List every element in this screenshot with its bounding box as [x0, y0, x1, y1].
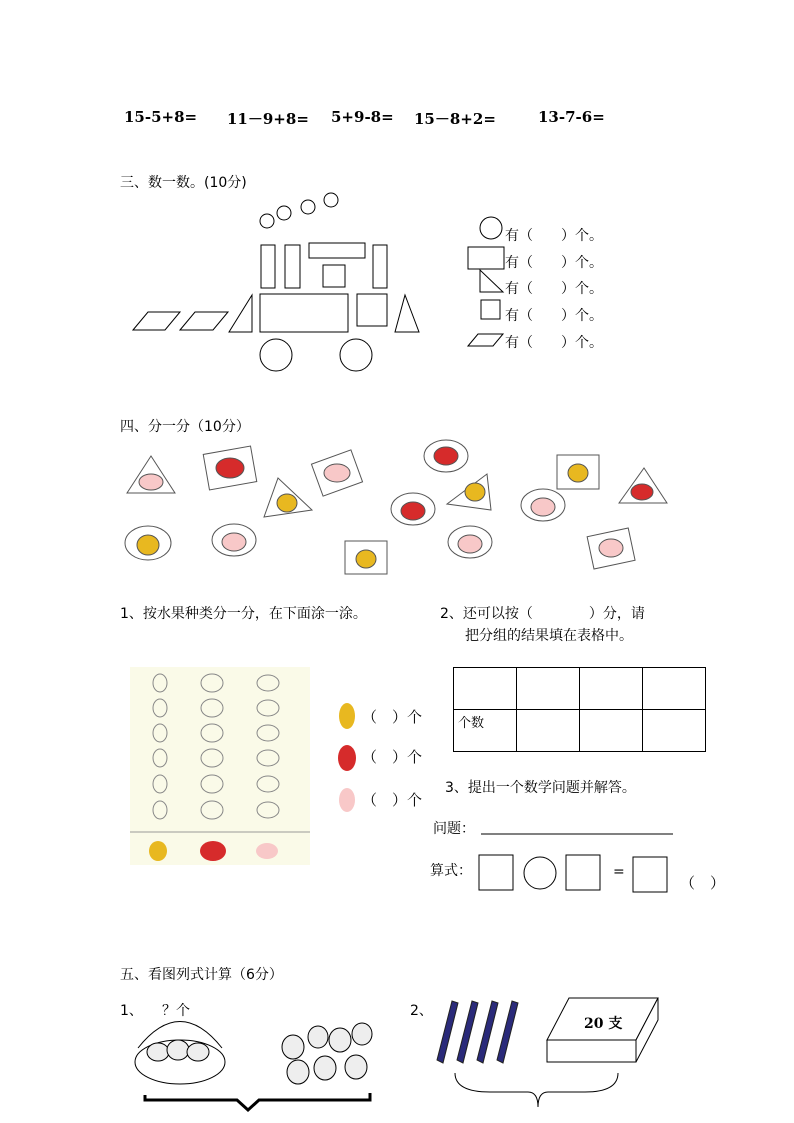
formula-circle: [524, 857, 556, 889]
picture1-number: 1、: [120, 1003, 143, 1019]
table-row-label: 个数: [454, 710, 517, 752]
legend-triangle: [480, 270, 503, 292]
formula-box: [633, 857, 667, 892]
smoke-circle: [324, 193, 338, 207]
smoke-circle: [260, 214, 274, 228]
question-label: 问题：: [433, 821, 475, 837]
smoke-circle: [301, 200, 315, 214]
count-row-parallelogram: 有（ ）个。: [505, 335, 603, 351]
calc-5: 13-7-6=: [538, 108, 605, 126]
parallelogram: [180, 312, 228, 330]
q2-text: 2、还可以按（ ）分，请: [440, 606, 645, 622]
body-rect: [260, 294, 348, 332]
count-row-rect: 有（ ）个。: [505, 255, 603, 271]
picture2-number: 2、: [410, 1003, 433, 1019]
table-cell[interactable]: [517, 668, 580, 710]
calc-1: 15-5+8=: [124, 108, 198, 126]
formula-label: 算式：: [430, 863, 472, 879]
picture1-question: ？个: [162, 1003, 190, 1019]
q1-text: 1、按水果种类分一分，在下面涂一涂。: [120, 606, 367, 622]
table-cell[interactable]: [643, 710, 706, 752]
answer-paren: （ ）: [680, 874, 726, 892]
formula-box: [479, 855, 513, 890]
table-cell[interactable]: [454, 668, 517, 710]
count-row-triangle: 有（ ）个。: [505, 281, 603, 297]
count-row-circle: 有（ ）个。: [505, 228, 603, 244]
wheel-circle: [260, 339, 292, 371]
count-row-square: 有（ ）个。: [505, 308, 603, 324]
calc-2: 11－9+8=: [227, 110, 309, 128]
legend-circle: [480, 217, 502, 239]
q2-text-line2: 把分组的结果填在表格中。: [465, 628, 633, 644]
calc-4: 15－8+2=: [414, 110, 496, 128]
table-cell[interactable]: [580, 710, 643, 752]
peach-count: （ ）个: [362, 791, 423, 809]
top-rect: [309, 243, 365, 258]
box-label: 20 支: [584, 1016, 623, 1032]
table-cell[interactable]: [643, 668, 706, 710]
parallelogram: [133, 312, 180, 330]
apple-count: （ ）个: [362, 748, 423, 766]
equals-sign: =: [613, 864, 625, 880]
tall-rect: [261, 245, 275, 288]
triangle: [395, 295, 419, 332]
legend-square: [481, 300, 500, 319]
legend-parallelogram: [468, 334, 503, 346]
tall-rect: [373, 245, 387, 288]
triangle: [229, 295, 252, 332]
grouping-table: [453, 667, 706, 752]
small-square: [323, 265, 345, 287]
q3-text: 3、提出一个数学问题并解答。: [445, 780, 636, 796]
legend-rect: [468, 247, 504, 269]
section3-title: 三、数一数。(10分): [120, 175, 247, 191]
pear-count: （ ）个: [362, 708, 423, 726]
section4-title: 四、分一分（10分）: [120, 419, 250, 435]
table-cell[interactable]: [517, 710, 580, 752]
calc-3: 5+9-8=: [331, 108, 394, 126]
section5-title: 五、看图列式计算（6分）: [120, 967, 283, 983]
table-cell[interactable]: [580, 668, 643, 710]
smoke-circle: [277, 206, 291, 220]
square: [357, 294, 387, 326]
formula-box: [566, 855, 600, 890]
wheel-circle: [340, 339, 372, 371]
tall-rect: [285, 245, 300, 288]
